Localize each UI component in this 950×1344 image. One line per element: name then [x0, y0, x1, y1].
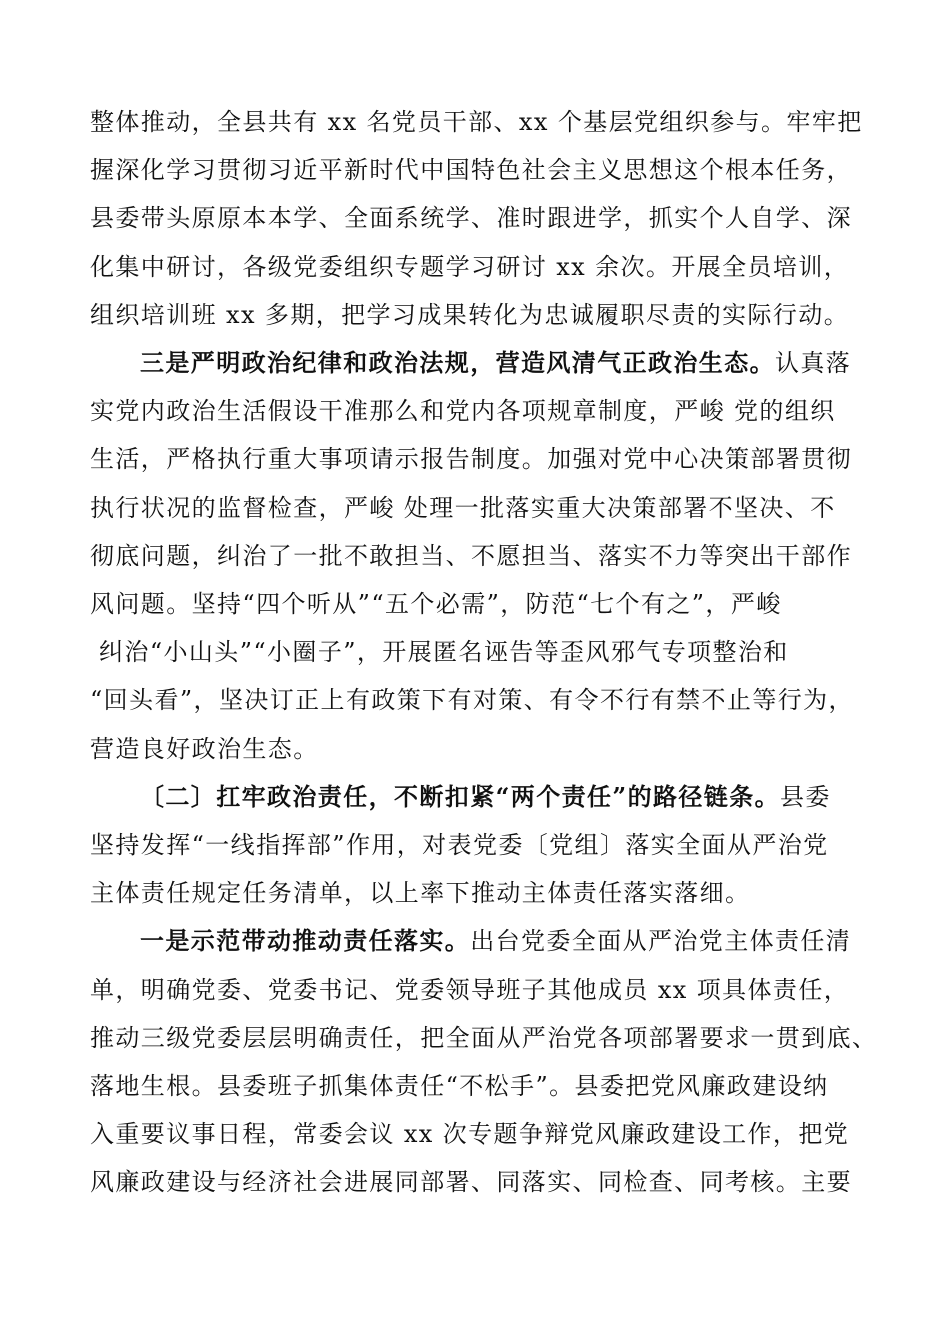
- text-line: [90, 150, 852, 190]
- text-line: [90, 1066, 829, 1106]
- line-text: 认真落: [775, 349, 852, 377]
- bold-heading-text: 三是严明政治纪律和政治法规，营造风清气正政治生态。: [140, 348, 775, 377]
- bold-heading-text: 〔二〕扛牢政治责任，不断扣紧“两个责任”的路径链条。: [140, 781, 781, 811]
- line-text: 出台党委全面从严治党主体责任清: [470, 927, 852, 956]
- line-text: 组织培训班 xx 多期，把学习成果转化为忠诚履职尽责的实际行动。: [90, 300, 850, 329]
- line-text: 推动三级党委层层明确责任，把全面从严治党各项部署要求一贯到底、: [90, 1023, 878, 1052]
- text-line: [90, 1114, 849, 1154]
- line-text: 县委带头原原本本学、全面系统学、准时跟进学，抓实个人自学、深: [90, 204, 852, 233]
- text-line: [90, 680, 854, 720]
- line-text: 单，明确党委、党委书记、党委领导班子其他成员 xx 项具体责任，: [90, 975, 850, 1004]
- text-line: [90, 488, 836, 528]
- line-text: 县委: [780, 782, 831, 811]
- text-line: [90, 970, 849, 1010]
- text-line: [90, 247, 849, 287]
- text-line: [140, 343, 851, 383]
- line-text: 整体推动，全县共有 xx 名党员干部、xx 个基层党组织参与。牢牢把: [90, 108, 863, 136]
- line-text: 实党内政治生活假设干准那么和党内各项规章制度，严峻 党的组织: [90, 397, 836, 426]
- text-line: [90, 536, 852, 576]
- text-line: [90, 198, 852, 238]
- line-text: 主体责任规定任务清单，以上率下推动主体责任落实落细。: [90, 879, 751, 908]
- line-text: 入重要议事日程，常委会议 xx 次专题争辩党风廉政建设工作，把党: [90, 1120, 850, 1149]
- line-text: 落地生根。县委班子抓集体责任“不松手”。县委把党风廉政建设纳: [90, 1072, 829, 1100]
- text-line: [90, 295, 849, 335]
- line-text: 风廉政建设与经济社会进展同部署、同落实、同检查、同考核。主要: [90, 1168, 852, 1197]
- text-line: [90, 632, 789, 672]
- text-line: [90, 102, 863, 142]
- line-text: 化集中研讨，各级党委组织专题学习研讨 xx 余次。开展全员培训，: [90, 252, 850, 281]
- line-text: 坚持发挥“一线指挥部”作用，对表党委〔党组〕落实全面从严治党: [90, 831, 829, 859]
- text-line: [90, 1018, 877, 1058]
- bold-heading-text: 一是示范带动推动责任落实。: [140, 926, 471, 956]
- line-text: 彻底问题，纠治了一批不敢担当、不愿担当、落实不力等突出干部作: [90, 541, 852, 570]
- text-line: [90, 439, 852, 479]
- line-text: “回头看”，坚决订正上有政策下有对策、有令不行有禁不止等行为，: [90, 686, 854, 715]
- line-text: 生活，严格执行重大事项请示报告制度。加强对党中心决策部署贯彻: [90, 445, 852, 474]
- text-line: [90, 391, 836, 431]
- text-line: [90, 873, 750, 913]
- text-line: [140, 777, 831, 817]
- text-line: [90, 825, 829, 865]
- line-text: 纠治“小山头”“小圈子”，开展匿名诬告等歪风邪气专项整治和: [90, 638, 789, 667]
- text-line: [90, 1162, 852, 1202]
- line-text: 营造良好政治生态。: [90, 734, 319, 763]
- line-text: 风问题。坚持“四个听从”“五个必需”，防范“七个有之”，严峻: [90, 590, 782, 618]
- line-text: 握深化学习贯彻习近平新时代中国特色社会主义思想这个根本任务，: [90, 156, 852, 185]
- line-text: 执行状况的监督检查，严峻 处理一批落实重大决策部署不坚决、不: [90, 493, 836, 522]
- text-line: [140, 921, 851, 961]
- text-line: [90, 729, 319, 769]
- text-line: [90, 584, 782, 624]
